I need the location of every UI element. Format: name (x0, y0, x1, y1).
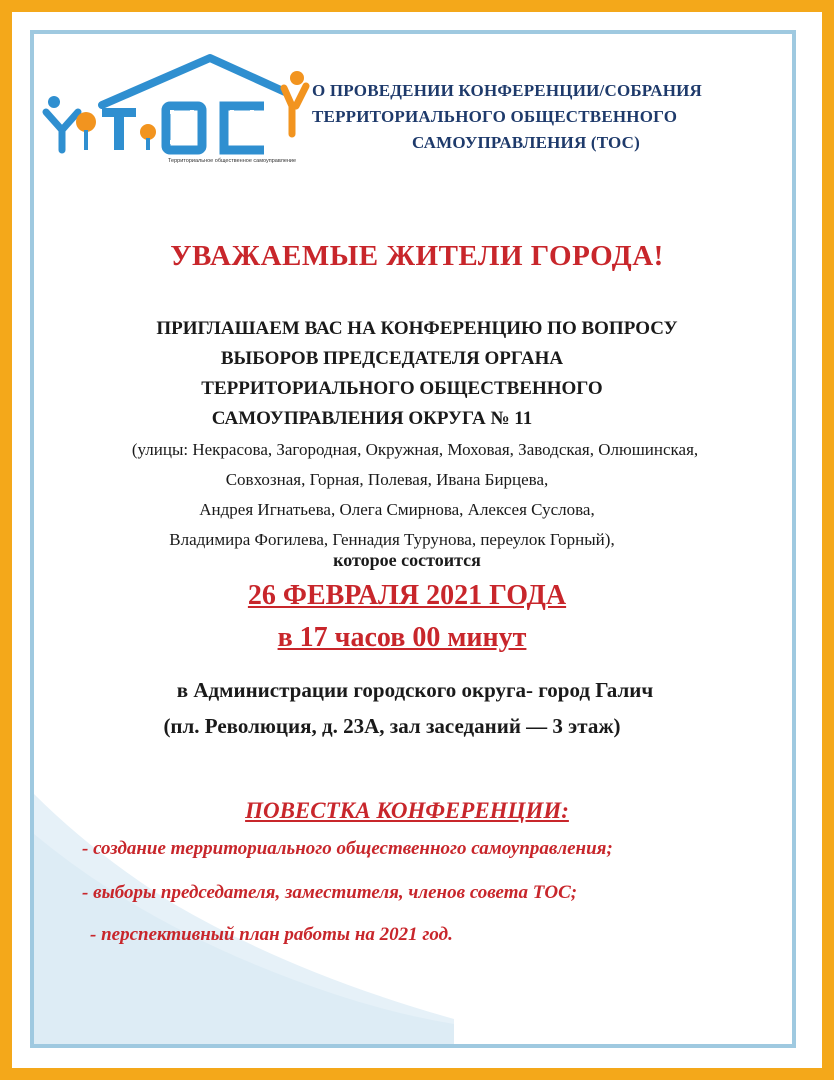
event-place (0, 672, 834, 744)
agenda-item: - выборы председателя, заместителя, членов совета ТОС; (82, 882, 578, 903)
page-title (312, 78, 782, 156)
greeting-heading: УВАЖАЕМЫЕ ЖИТЕЛИ ГОРОДА! (170, 240, 664, 272)
tos-logo (40, 50, 315, 180)
title-line: ТЕРРИТОРИАЛЬНОГО ОБЩЕСТВЕННОГО (312, 107, 678, 126)
agenda-item: - перспективный план работы на 2021 год. (90, 924, 453, 945)
event-date: 26 ФЕВРАЛЯ 2021 ГОДА (247, 580, 567, 611)
occurs-text: которое состоится (333, 550, 481, 570)
streets-list (0, 435, 834, 555)
title-line: САМОУПРАВЛЕНИЯ (ТОС) (412, 133, 641, 152)
streets-line: (улицы: Некрасова, Загородная, Окружная, Моховая, Заводская, Олюшинская, (131, 440, 699, 459)
invitation-line: ВЫБОРОВ ПРЕДСЕДАТЕЛЯ ОРГАНА (220, 348, 564, 369)
streets-line: Андрея Игнатьева, Олега Смирнова, Алексея Суслова, (199, 500, 595, 519)
event-time: в 17 часов 00 минут (277, 622, 527, 653)
logo-caption: Территориальное общественное самоуправление (168, 158, 297, 164)
title-line: О ПРОВЕДЕНИИ КОНФЕРЕНЦИИ/СОБРАНИЯ (312, 81, 703, 100)
invitation-line: ТЕРРИТОРИАЛЬНОГО ОБЩЕСТВЕННОГО (201, 378, 603, 399)
streets-line: Владимира Фогилева, Геннадия Турунова, переулок Горный), (169, 530, 615, 549)
agenda-title: ПОВЕСТКА КОНФЕРЕНЦИИ: (245, 798, 569, 823)
streets-line: Совхозная, Горная, Полевая, Ивана Бирцева, (225, 470, 549, 489)
invitation-line: ПРИГЛАШАЕМ ВАС НА КОНФЕРЕНЦИЮ ПО ВОПРОСУ (156, 318, 678, 339)
place-line: в Администрации городского округа- город Галич (176, 678, 654, 702)
invitation-line: САМОУПРАВЛЕНИЯ ОКРУГА № 11 (211, 408, 533, 429)
invitation-text (0, 314, 834, 434)
agenda-item: - создание территориального общественного самоуправления; (82, 838, 613, 859)
place-line: (пл. Революция, д. 23А, зал заседаний — 3 этаж) (163, 714, 621, 738)
